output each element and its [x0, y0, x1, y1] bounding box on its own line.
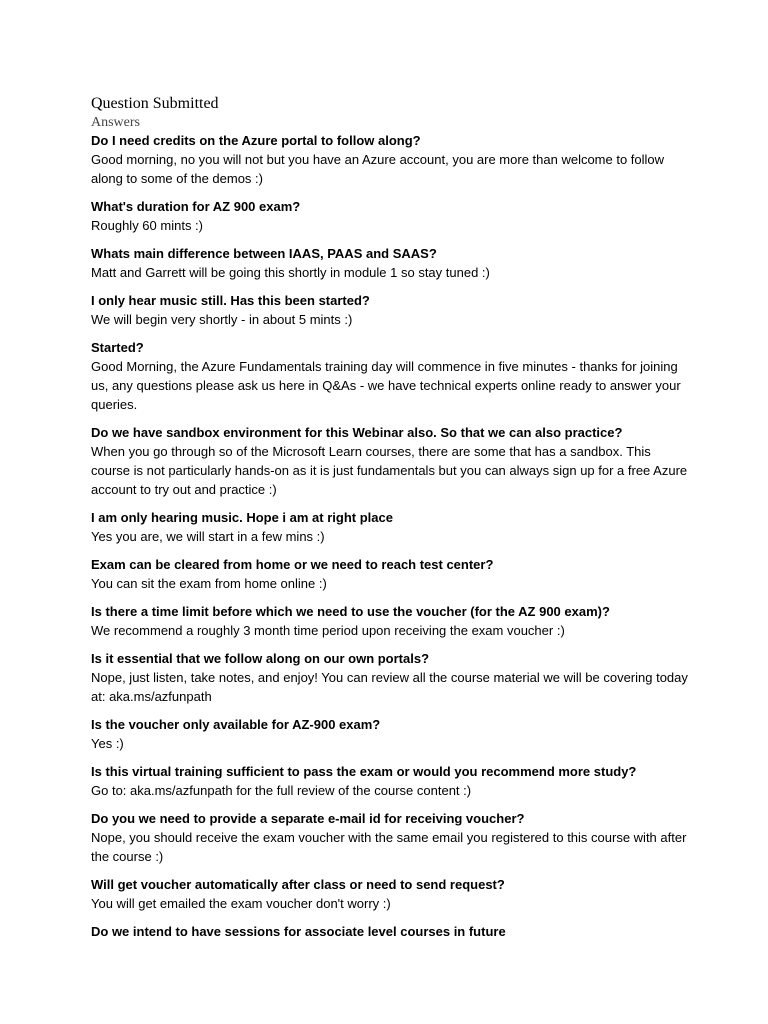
question-text: Started? — [91, 340, 144, 355]
qa-item — [91, 245, 691, 282]
question-text: I only hear music still. Has this been started? — [91, 293, 370, 308]
qa-item — [91, 132, 691, 188]
answer-text: Good morning, no you will not but you have an Azure account, you are more than welcome to follow along to some of the demos :) — [91, 152, 665, 186]
qa-item — [91, 650, 691, 706]
answer-text: When you go through so of the Microsoft Learn courses, there are some that has a sandbox. This course is not particularly hands-on as it is just fundamentals but you can always sign up for a free Azure account to try out and practice :) — [91, 444, 688, 497]
qa-item — [91, 198, 691, 235]
question-text: What's duration for AZ 900 exam? — [91, 199, 301, 214]
question-text: Exam can be cleared from home or we need to reach test center? — [91, 557, 494, 572]
question-text: Is this virtual training sufficient to pass the exam or would you recommend more study? — [91, 764, 637, 779]
answer-text: Matt and Garrett will be going this shortly in module 1 so stay tuned :) — [91, 265, 490, 280]
question-text: I am only hearing music. Hope i am at right place — [91, 510, 393, 525]
qa-item — [91, 424, 691, 499]
qa-item — [91, 923, 691, 941]
qa-item — [91, 292, 691, 329]
qa-item — [91, 603, 691, 640]
question-text: Is it essential that we follow along on our own portals? — [91, 651, 430, 666]
answer-text: Yes you are, we will start in a few mins :) — [91, 529, 325, 544]
question-text: Is the voucher only available for AZ-900 exam? — [91, 717, 381, 732]
document-page — [91, 94, 691, 951]
answer-text: You will get emailed the exam voucher don't worry :) — [91, 896, 391, 911]
qa-list — [91, 132, 691, 941]
question-text: Will get voucher automatically after class or need to send request? — [91, 877, 505, 892]
answer-text: Nope, you should receive the exam voucher with the same email you registered to this course with after the course :) — [91, 830, 687, 864]
qa-item — [91, 509, 691, 546]
answer-text: We will begin very shortly - in about 5 mints :) — [91, 312, 353, 327]
answer-text: Yes :) — [91, 736, 124, 751]
answer-text: You can sit the exam from home online :) — [91, 576, 327, 591]
document-title: Question Submitted — [91, 95, 219, 112]
answer-text: Nope, just listen, take notes, and enjoy! You can review all the course material we will be covering today at: aka.ms/azfunpath — [91, 670, 688, 704]
question-text: Is there a time limit before which we need to use the voucher (for the AZ 900 exam)? — [91, 604, 610, 619]
qa-item — [91, 876, 691, 913]
question-text: Do we have sandbox environment for this Webinar also. So that we can also practice? — [91, 425, 623, 440]
answer-text: Go to: aka.ms/azfunpath for the full review of the course content :) — [91, 783, 472, 798]
qa-item — [91, 810, 691, 866]
question-text: Do I need credits on the Azure portal to follow along? — [91, 133, 421, 148]
answer-text: Good Morning, the Azure Fundamentals training day will commence in five minutes - thanks for joining us, any questions please ask us here in Q&As - we have technical experts online ready to answer your queries. — [91, 359, 681, 412]
answer-text: We recommend a roughly 3 month time period upon receiving the exam voucher :) — [91, 623, 565, 638]
document-subtitle: Answers — [91, 115, 140, 130]
question-text: Do we intend to have sessions for associate level courses in future — [91, 924, 506, 939]
qa-item — [91, 763, 691, 800]
question-text: Do you we need to provide a separate e-mail id for receiving voucher? — [91, 811, 525, 826]
qa-item — [91, 556, 691, 593]
answer-text: Roughly 60 mints :) — [91, 218, 203, 233]
question-text: Whats main difference between IAAS, PAAS and SAAS? — [91, 246, 437, 261]
qa-item — [91, 716, 691, 753]
qa-item — [91, 339, 691, 414]
